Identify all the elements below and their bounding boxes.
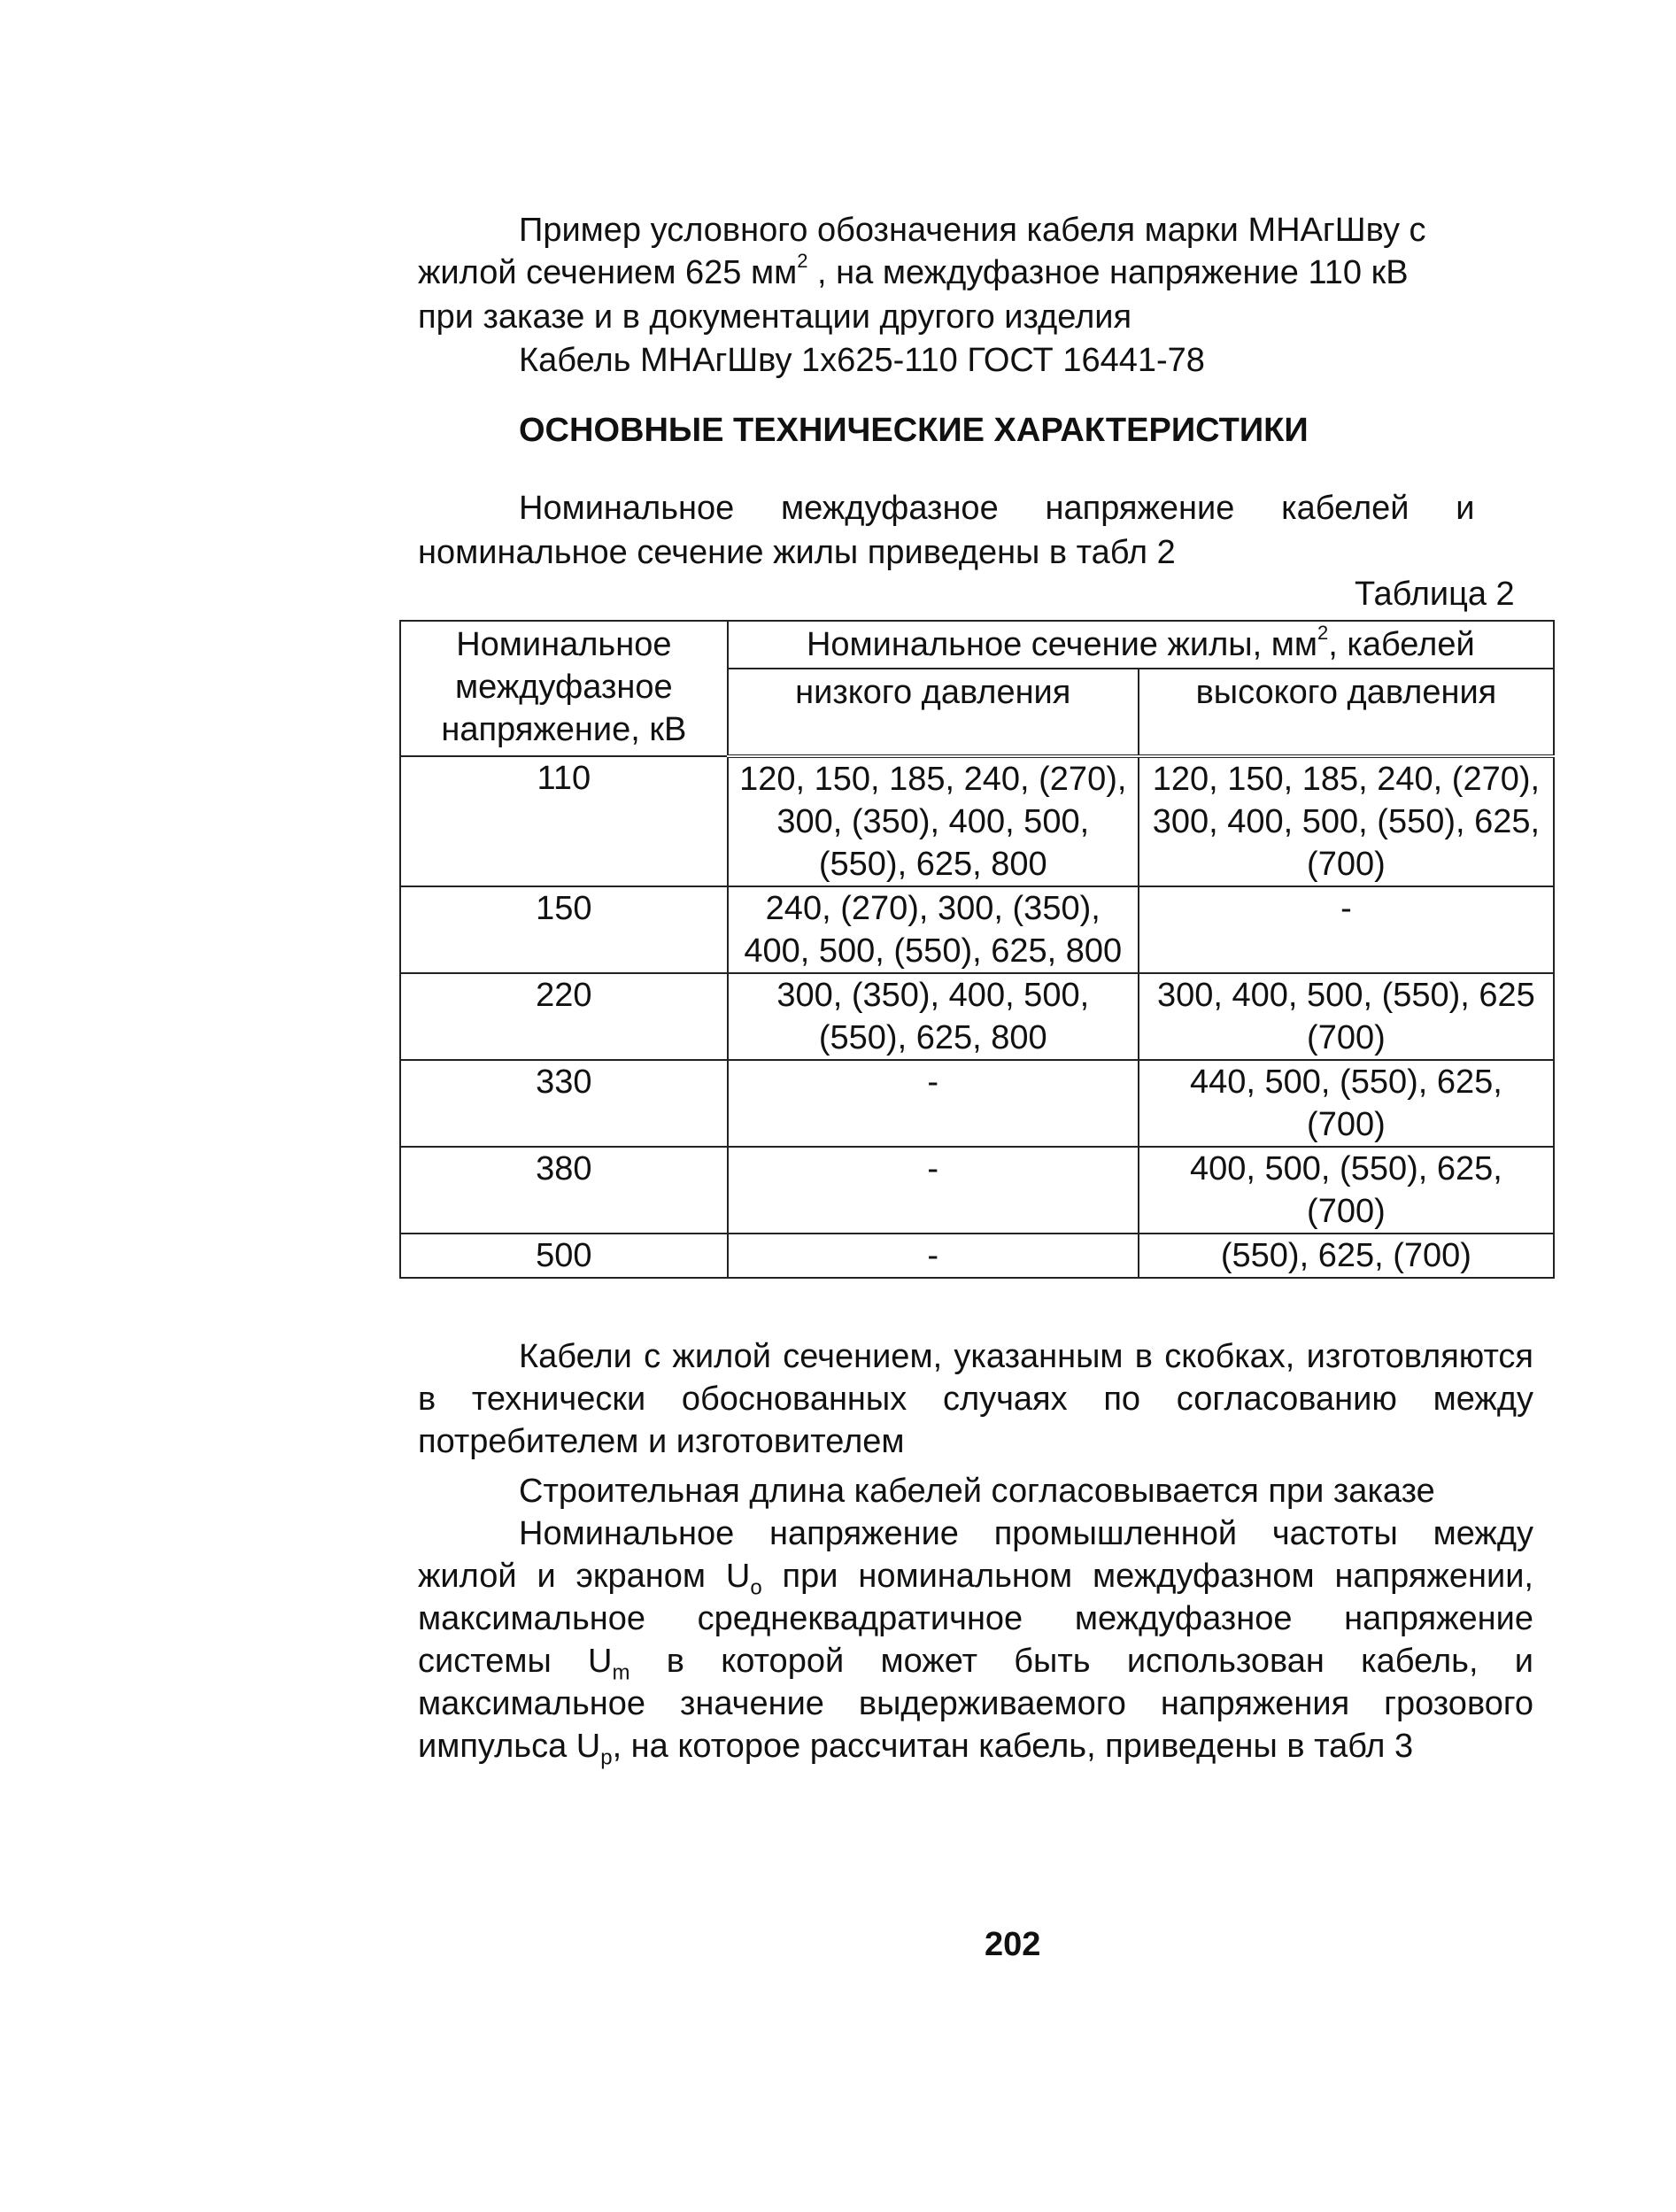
header-section: Номинальное сечение жилы, $мм^2$, кабелей xyxy=(728,621,1554,669)
intro-line-1: Пример условного обозначения кабеля марки МНАгШву с xyxy=(519,212,1426,249)
cell-low: 240, (270), 300, (350), 400, 500, (550), 625, 800 xyxy=(728,886,1139,973)
cell-voltage: 150 xyxy=(400,886,728,973)
cell-low: - xyxy=(728,1234,1139,1278)
intro-line-4: Кабель МНАгШву 1х625-110 ГОСТ 16441-78 xyxy=(519,342,1205,379)
cell-voltage: 330 xyxy=(400,1060,728,1147)
table-row xyxy=(400,1234,1554,1278)
paragraph-brackets-note: Кабели с жилой сечением, указанным в скобках, изготовляются в технически обоснованных случаях по согласованию между потребителем и изготовителем xyxy=(418,1338,1533,1460)
table-row xyxy=(400,756,1554,886)
cell-voltage: 500 xyxy=(400,1234,728,1278)
table-intro-line-2: номинальное сечение жилы приведены в табл 2 xyxy=(418,534,1176,571)
table-row xyxy=(400,1060,1554,1147)
header-high-pressure: высокого давления xyxy=(1139,669,1554,756)
cell-voltage: 220 xyxy=(400,973,728,1060)
cell-high: 300, 400, 500, (550), 625 (700) xyxy=(1139,973,1554,1060)
table-row xyxy=(400,973,1554,1060)
page-number: 202 xyxy=(985,1926,1041,1963)
cell-high: - xyxy=(1139,886,1554,973)
intro-line-2: жилой сечением 625 $мм^2$ , на междуфазное напряжение 110 кВ xyxy=(418,250,1409,291)
cell-high: 400, 500, (550), 625, (700) xyxy=(1139,1147,1554,1234)
cell-voltage: 380 xyxy=(400,1147,728,1234)
table-row xyxy=(400,1147,1554,1234)
header-voltage: Номинальное междуфазное напряжение, кВ xyxy=(400,621,728,756)
cell-high: 440, 500, (550), 625, (700) xyxy=(1139,1060,1554,1147)
header-low-pressure: низкого давления xyxy=(728,669,1139,756)
table-intro-line-1: Номинальное междуфазное напряжение кабелей и xyxy=(519,490,1475,527)
intro-line-3: при заказе и в документации другого изделия xyxy=(418,298,1132,336)
cell-low: - xyxy=(728,1147,1139,1234)
cell-high: 120, 150, 185, 240, (270), 300, 400, 500, (550), 625, (700) xyxy=(1139,756,1554,886)
cell-high: (550), 625, (700) xyxy=(1139,1234,1554,1278)
table-row xyxy=(400,886,1554,973)
cell-voltage: 110 xyxy=(400,756,728,886)
cell-low: 120, 150, 185, 240, (270), 300, (350), 400, 500, (550), 625, 800 xyxy=(728,756,1139,886)
section-heading: ОСНОВНЫЕ ТЕХНИЧЕСКИЕ ХАРАКТЕРИСТИКИ xyxy=(519,412,1309,449)
paragraph-construction-length: Строительная длина кабелей согласовывается при заказе xyxy=(519,1473,1435,1510)
cell-low: - xyxy=(728,1060,1139,1147)
data-table xyxy=(399,620,1555,1279)
cell-low: 300, (350), 400, 500, (550), 625, 800 xyxy=(728,973,1139,1060)
paragraph-voltage-table-3: Номинальное напряжение промышленной частоты между жилой и экраном $U_o$ при номинальном междуфазном напряжении, максимальное среднеквадратичное междуфазное напряжение системы $U_m$ в которой может быть использован кабель, и максимальное значение выдерживаемого напряжения грозового импульса $U_p$, на которое рассчитан кабель, приведены в табл 3 xyxy=(418,1515,1533,1770)
table-caption: Таблица 2 xyxy=(1355,576,1515,613)
